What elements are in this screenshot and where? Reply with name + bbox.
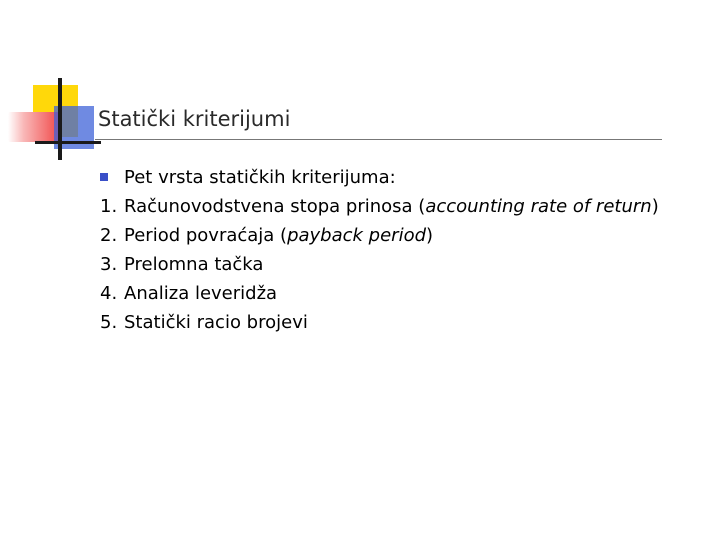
item-text: Računovodstvena stopa prinosa ( [124, 196, 426, 217]
list-item [100, 192, 659, 221]
item-number: 1. [100, 196, 118, 217]
item-text: Statički racio brojevi [124, 312, 308, 333]
logo-horizontal-line [35, 141, 101, 144]
square-bullet-icon [100, 173, 108, 181]
logo-red-bar [8, 112, 60, 142]
list-item [100, 279, 659, 308]
title-divider [95, 139, 662, 140]
item-suffix: ) [651, 196, 659, 217]
item-italic-text: accounting rate of return [425, 196, 652, 217]
item-number: 3. [100, 254, 118, 275]
item-suffix: ) [426, 225, 434, 246]
item-number: 4. [100, 283, 118, 304]
logo-vertical-line [58, 78, 62, 160]
item-number: 2. [100, 225, 118, 246]
item-italic-text: payback period [287, 225, 427, 246]
list-item [100, 308, 659, 337]
intro-line [100, 163, 659, 192]
item-text: Period povraćaja ( [124, 225, 288, 246]
item-text: Prelomna tačka [124, 254, 264, 275]
list-item [100, 221, 659, 250]
item-number: 5. [100, 312, 118, 333]
intro-text: Pet vrsta statičkih kriterijuma: [124, 167, 396, 188]
list-item [100, 250, 659, 279]
item-text: Analiza leveridža [124, 283, 278, 304]
slide-title: Statički kriterijumi [98, 107, 291, 131]
slide-content [100, 163, 659, 337]
